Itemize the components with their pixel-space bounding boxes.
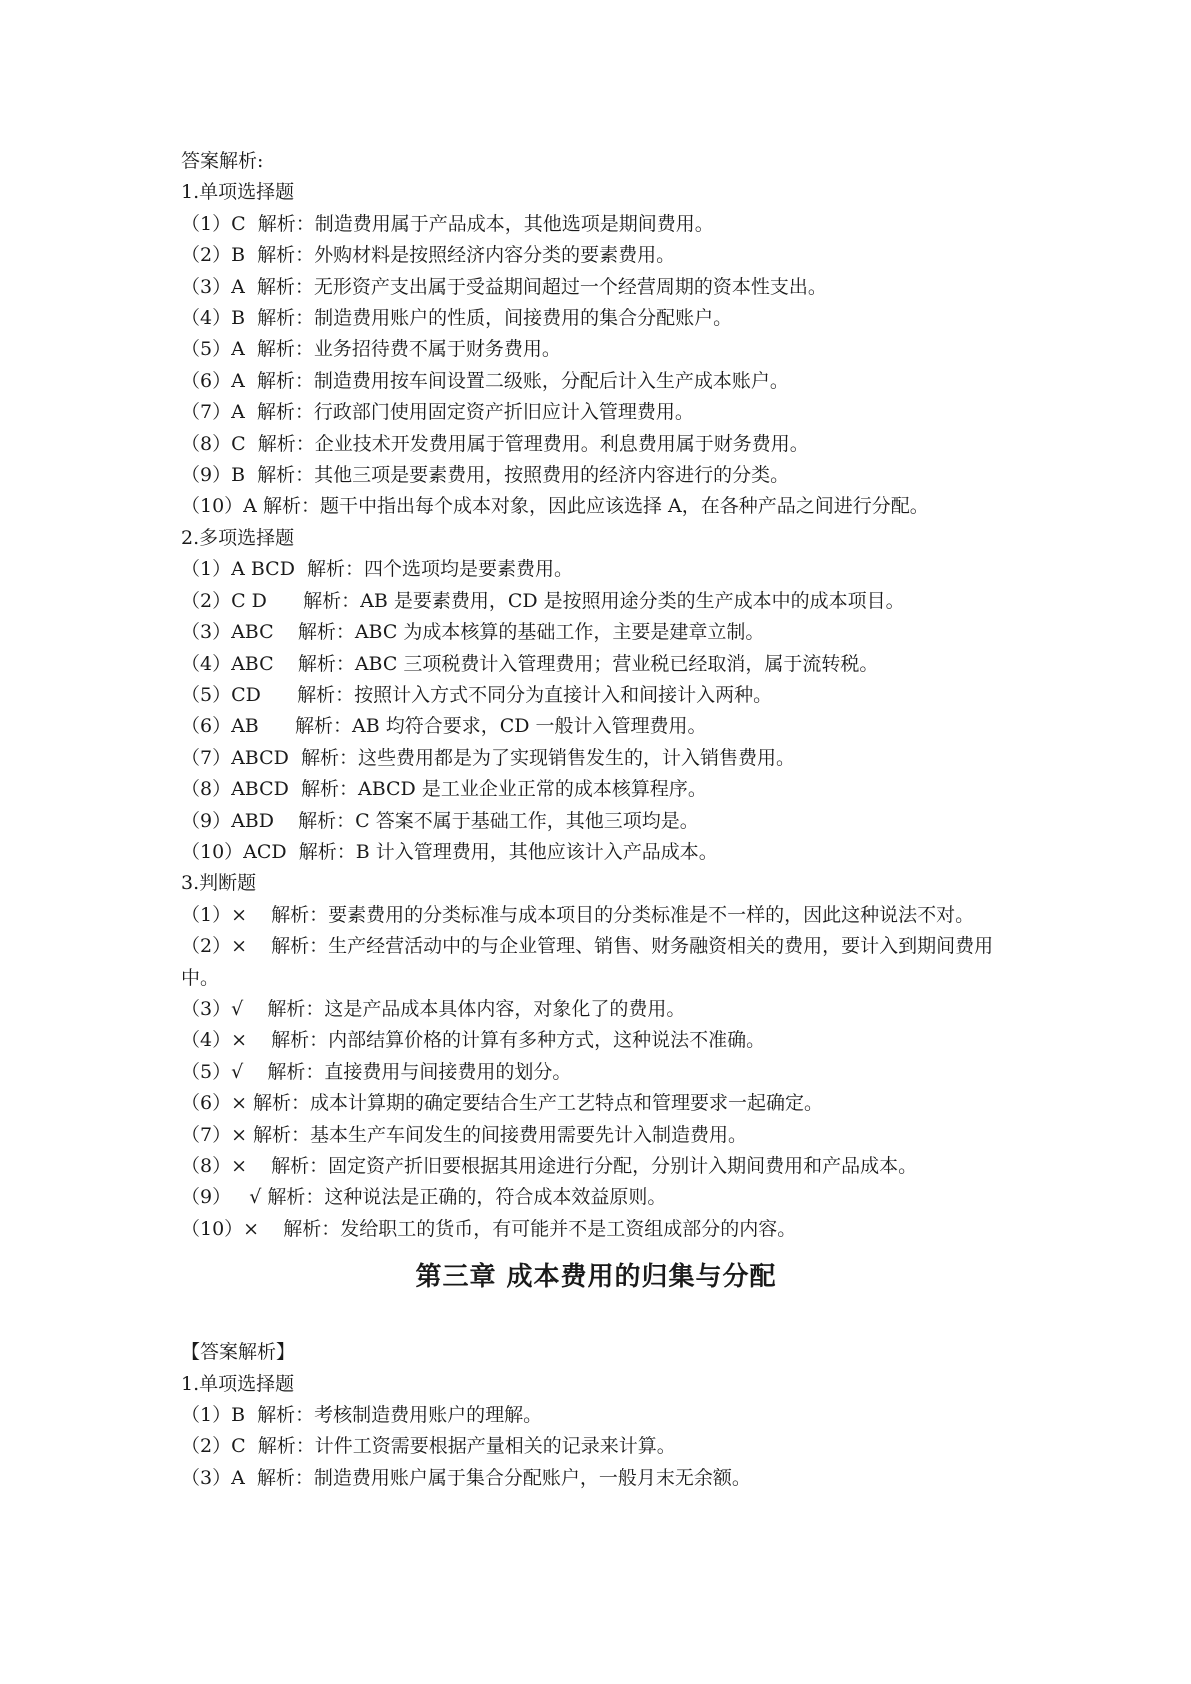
- list-item: （9）B 解析：其他三项是要素费用，按照费用的经济内容进行的分类。: [181, 464, 790, 487]
- chapter-title: 第三章 成本费用的归集与分配: [415, 1262, 777, 1293]
- document-page: [181, 146, 1011, 1494]
- list-item: （7）A 解析：行政部门使用固定资产折旧应计入管理费用。: [181, 401, 694, 424]
- list-item: （10）ACD 解析：B 计入管理费用，其他应该计入产品成本。: [181, 840, 718, 863]
- list-item: （3）A 解析：无形资产支出属于受益期间超过一个经营周期的资本性支出。: [181, 275, 827, 298]
- list-item: （5）CD 解析：按照计入方式不同分为直接计入和间接计入两种。: [181, 683, 773, 706]
- list-item: （5）√ 解析：直接费用与间接费用的划分。: [181, 1060, 572, 1083]
- list-item: （10）A 解析：题干中指出每个成本对象，因此应该选择 A，在各种产品之间进行分配。: [181, 495, 929, 518]
- list-item: （9）ABD 解析：C 答案不属于基础工作，其他三项均是。: [181, 809, 699, 832]
- list-item: （5）A 解析：业务招待费不属于财务费用。: [181, 338, 561, 361]
- multi-choice-heading: 2.多项选择题: [181, 526, 295, 549]
- answer-analysis-title: 【答案解析】: [181, 1341, 296, 1364]
- list-item: （8）C 解析：企业技术开发费用属于管理费用。利息费用属于财务费用。: [181, 432, 809, 455]
- list-item: （4）ABC 解析：ABC 三项税费计入管理费用；营业税已经取消，属于流转税。: [181, 652, 879, 675]
- list-item: （9） √ 解析：这种说法是正确的，符合成本效益原则。: [181, 1186, 667, 1209]
- single-choice-heading: 1.单项选择题: [181, 181, 295, 204]
- list-item: （6）A 解析：制造费用按车间设置二级账，分配后计入生产成本账户。: [181, 369, 789, 392]
- answer-analysis-title: 答案解析:: [181, 150, 264, 172]
- list-item: （4）B 解析：制造费用账户的性质，间接费用的集合分配账户。: [181, 307, 733, 330]
- list-item: （2）B 解析：外购材料是按照经济内容分类的要素费用。: [181, 244, 676, 267]
- list-item: （1）× 解析：要素费用的分类标准与成本项目的分类标准是不一样的，因此这种说法不对。: [181, 903, 975, 926]
- list-item: （1）C 解析：制造费用属于产品成本，其他选项是期间费用。: [181, 212, 714, 235]
- list-item: （2）× 解析：生产经营活动中的与企业管理、销售、财务融资相关的费用，要计入到期间费用中。: [181, 935, 994, 989]
- list-item: （3）√ 解析：这是产品成本具体内容，对象化了的费用。: [181, 997, 686, 1020]
- single-choice-heading: 1.单项选择题: [181, 1372, 295, 1395]
- list-item: （4）× 解析：内部结算价格的计算有多种方式，这种说法不准确。: [181, 1029, 766, 1052]
- list-item: （1）A BCD 解析：四个选项均是要素费用。: [181, 558, 574, 581]
- list-item: （8）ABCD 解析：ABCD 是工业企业正常的成本核算程序。: [181, 778, 707, 801]
- list-item: （6）AB 解析：AB 均符合要求，CD 一般计入管理费用。: [181, 715, 707, 738]
- judgement-heading: 3.判断题: [181, 872, 257, 895]
- list-item: （3）ABC 解析：ABC 为成本核算的基础工作，主要是建章立制。: [181, 621, 765, 644]
- list-item: （3）A 解析：制造费用账户属于集合分配账户，一般月末无余额。: [181, 1466, 751, 1489]
- list-item: （10）× 解析：发给职工的货币，有可能并不是工资组成部分的内容。: [181, 1217, 797, 1240]
- list-item: （2）C 解析：计件工资需要根据产量相关的记录来计算。: [181, 1435, 676, 1458]
- list-item: （1）B 解析：考核制造费用账户的理解。: [181, 1404, 543, 1427]
- spacer: [181, 1297, 1011, 1337]
- list-item: （8）× 解析：固定资产折旧要根据其用途进行分配，分别计入期间费用和产品成本。: [181, 1155, 918, 1177]
- list-item: （2）C D 解析：AB 是要素费用，CD 是按照用途分类的生产成本中的成本项目。: [181, 589, 905, 612]
- list-item: （6）× 解析：成本计算期的确定要结合生产工艺特点和管理要求一起确定。: [181, 1092, 824, 1115]
- list-item: （7）ABCD 解析：这些费用都是为了实现销售发生的，计入销售费用。: [181, 746, 795, 769]
- list-item: （7）× 解析：基本生产车间发生的间接费用需要先计入制造费用。: [181, 1123, 748, 1146]
